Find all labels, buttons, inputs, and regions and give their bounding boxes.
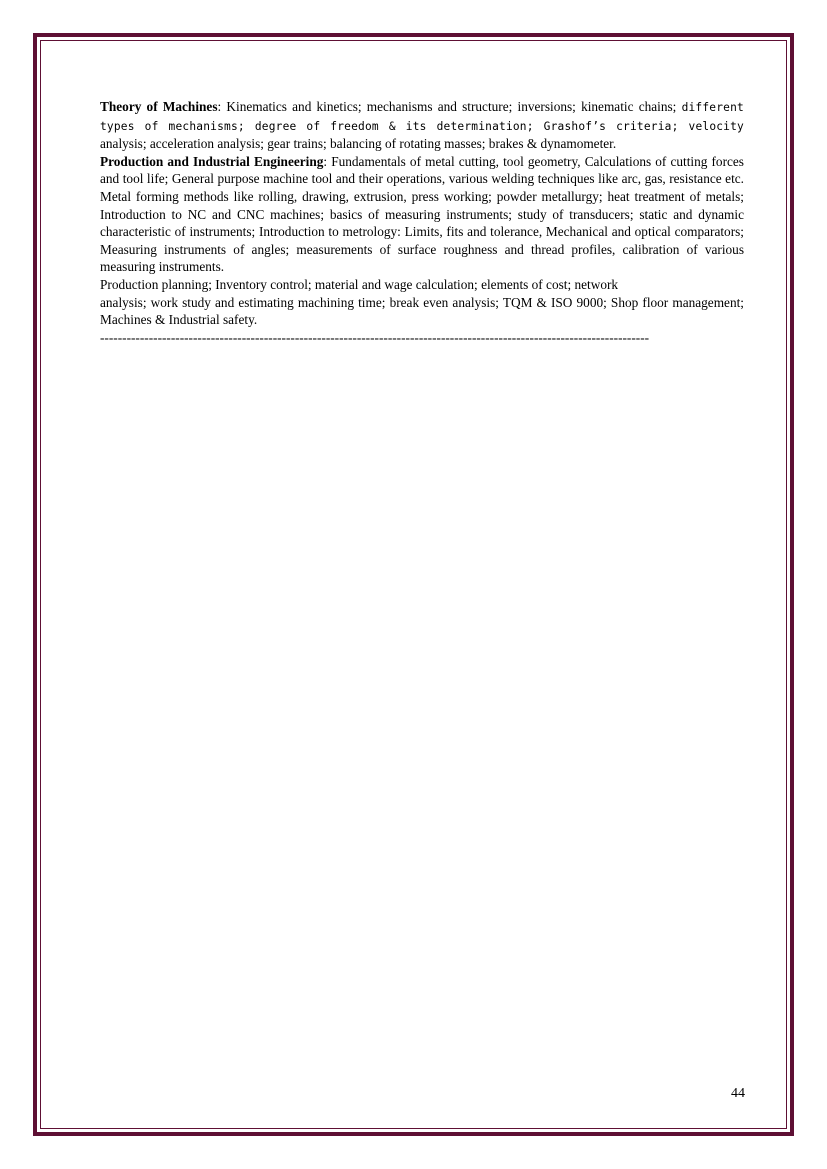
- theory-heading-separator: :: [217, 99, 227, 114]
- production-planning-line-1: Production planning; Inventory control; material and wage calculation; elements of cost; network: [100, 276, 619, 292]
- theory-of-machines-heading: Theory of Machines: [100, 99, 218, 114]
- production-engineering-heading: Production and Industrial Engineering: [100, 153, 324, 169]
- page-number: 44: [731, 1086, 745, 1101]
- theory-text-mono: different types of mechanisms; degree of freedom & its determination; Grashof’s criteria; velocity: [100, 101, 744, 133]
- section-separator: ----------------------------------------------------------------------------------------------------------------------------: [100, 329, 650, 345]
- production-planning-line-2: analysis; work study and estimating machining time; break even analysis; TQM & ISO 9000; Shop floor management; Machines & Industrial safety.: [100, 294, 744, 328]
- theory-of-machines-paragraph: [100, 98, 744, 153]
- production-heading-separator: :: [323, 153, 332, 169]
- production-engineering-paragraph: [100, 153, 744, 276]
- syllabus-content: [100, 98, 744, 346]
- theory-text-2: analysis; acceleration analysis; gear trains; balancing of rotating masses; brakes & dynamometer.: [100, 136, 617, 152]
- theory-text-1: Kinematics and kinetics; mechanisms and structure; inversions; kinematic chains;: [226, 99, 682, 114]
- production-engineering-text: Fundamentals of metal cutting, tool geometry, Calculations of cutting forces and tool life; General purpose machine tool and their operations, various welding techniques like arc, gas, resistance etc. Metal forming methods like rolling, drawing, extrusion, press working; powder metallurgy; heat treatment of metals; Introduction to NC and CNC machines; basics of measuring instruments; study of transducers; static and dynamic characteristic of instruments; Introduction to metrology: Limits, fits and tolerance, Mechanical and optical comparators; Measuring instruments of angles; measurements of surface roughness and thread profiles, calibration of various measuring instruments.: [100, 153, 744, 275]
